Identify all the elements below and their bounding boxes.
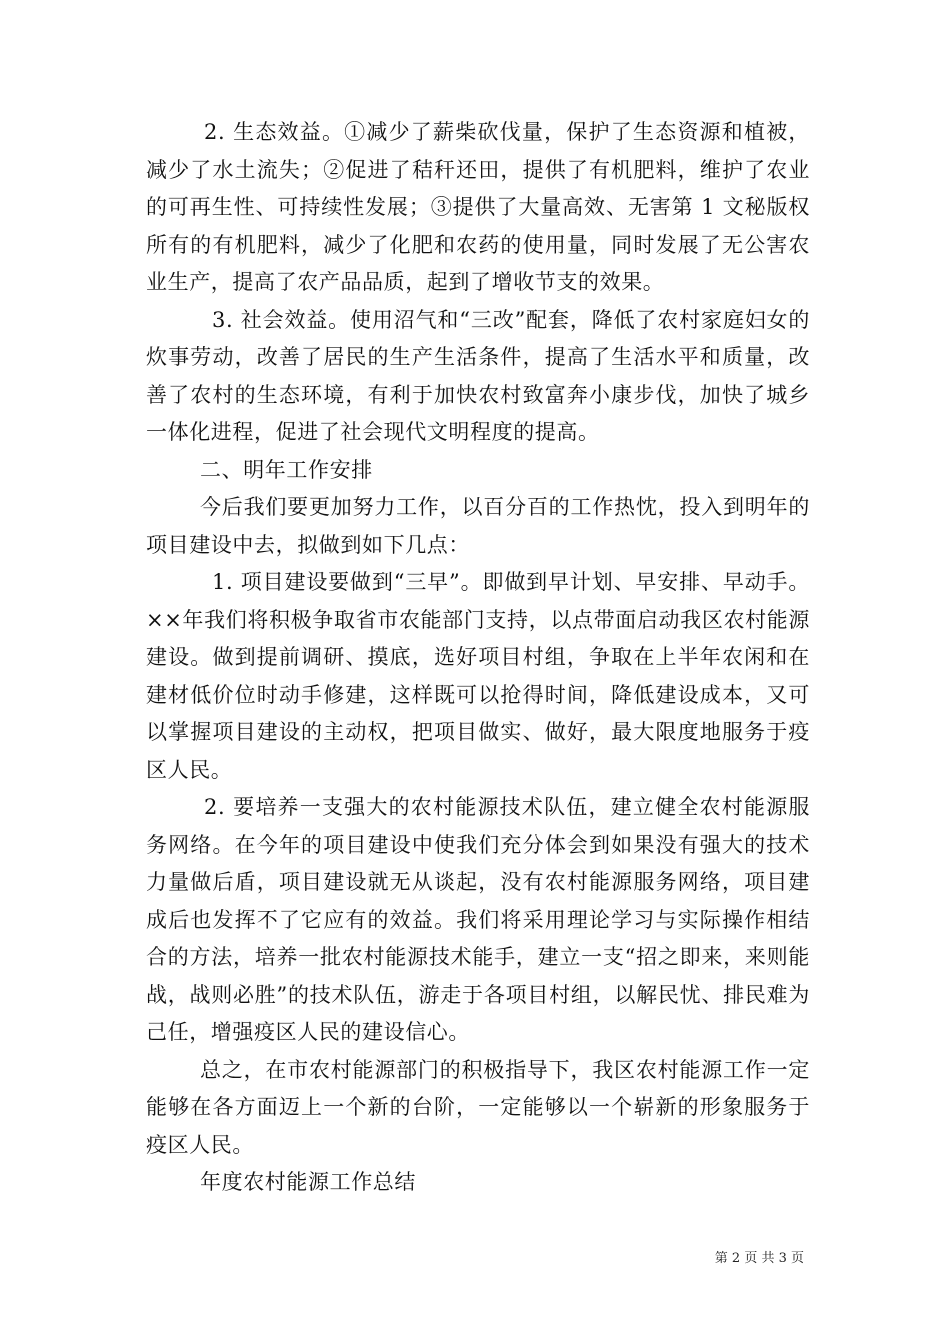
paragraph-plan-item-1: 1. 项目建设要做到“三早”。即做到早计划、早安排、早动手。××年我们将积极争取省市农能部门支持，以点带面启动我区农村能源建设。做到提前调研、摸底，选好项目村组，争取在上半年农闲和在建材低价位时动手修建，这样既可以抢得时间，降低建设成本，又可以掌握项目建设的主动权，把项目做实、做好，最大限度地服务于疫区人民。 [146, 570, 810, 782]
paragraph-plan-item-2: 2. 要培养一支强大的农村能源技术队伍，建立健全农村能源服务网络。在今年的项目建设中使我们充分体会到如果没有强大的技术力量做后盾，项目建设就无从谈起，没有农村能源服务网络，项目建成后也发挥不了它应有的效益。我们将采用理论学习与实际操作相结合的方法，培养一批农村能源技术能手，建立一支“招之即来，来则能战，战则必胜”的技术队伍，游走于各项目村组，以解民忧、排民难为己任，增强疫区人民的建设信心。 [146, 795, 810, 1044]
paragraph-social-benefit: 3. 社会效益。使用沼气和“三改”配套，降低了农村家庭妇女的炊事劳动，改善了居民的生产生活条件，提高了生活水平和质量，改善了农村的生态环境，有利于加快农村致富奔小康步伐，加快了城乡一体化进程，促进了社会现代文明程度的提高。 [146, 307, 810, 444]
document-subtitle: 年度农村能源工作总结 [200, 1170, 416, 1194]
paragraph-intro-plan: 今后我们要更加努力工作，以百分百的工作热忱，投入到明年的项目建设中去，拟做到如下几点： [146, 495, 810, 557]
section-heading-next-year: 二、明年工作安排 [200, 457, 373, 482]
page-number: 第 2 页 共 3 页 [714, 1251, 804, 1266]
document-body [146, 114, 810, 1202]
paragraph-ecological-benefit: 2. 生态效益。①减少了薪柴砍伐量，保护了生态资源和植被，减少了水土流失；②促进了秸秆还田，提供了有机肥料，维护了农业的可再生性、可持续性发展；③提供了大量高效、无害第 1 文秘版权所有的有机肥料，减少了化肥和农药的使用量，同时发展了无公害农业生产，提高了农产品品质，起到了增收节支的效果。 [146, 120, 810, 294]
paragraph-conclusion: 总之，在市农村能源部门的积极指导下，我区农村能源工作一定能够在各方面迈上一个新的台阶，一定能够以一个崭新的形象服务于疫区人民。 [146, 1057, 810, 1157]
